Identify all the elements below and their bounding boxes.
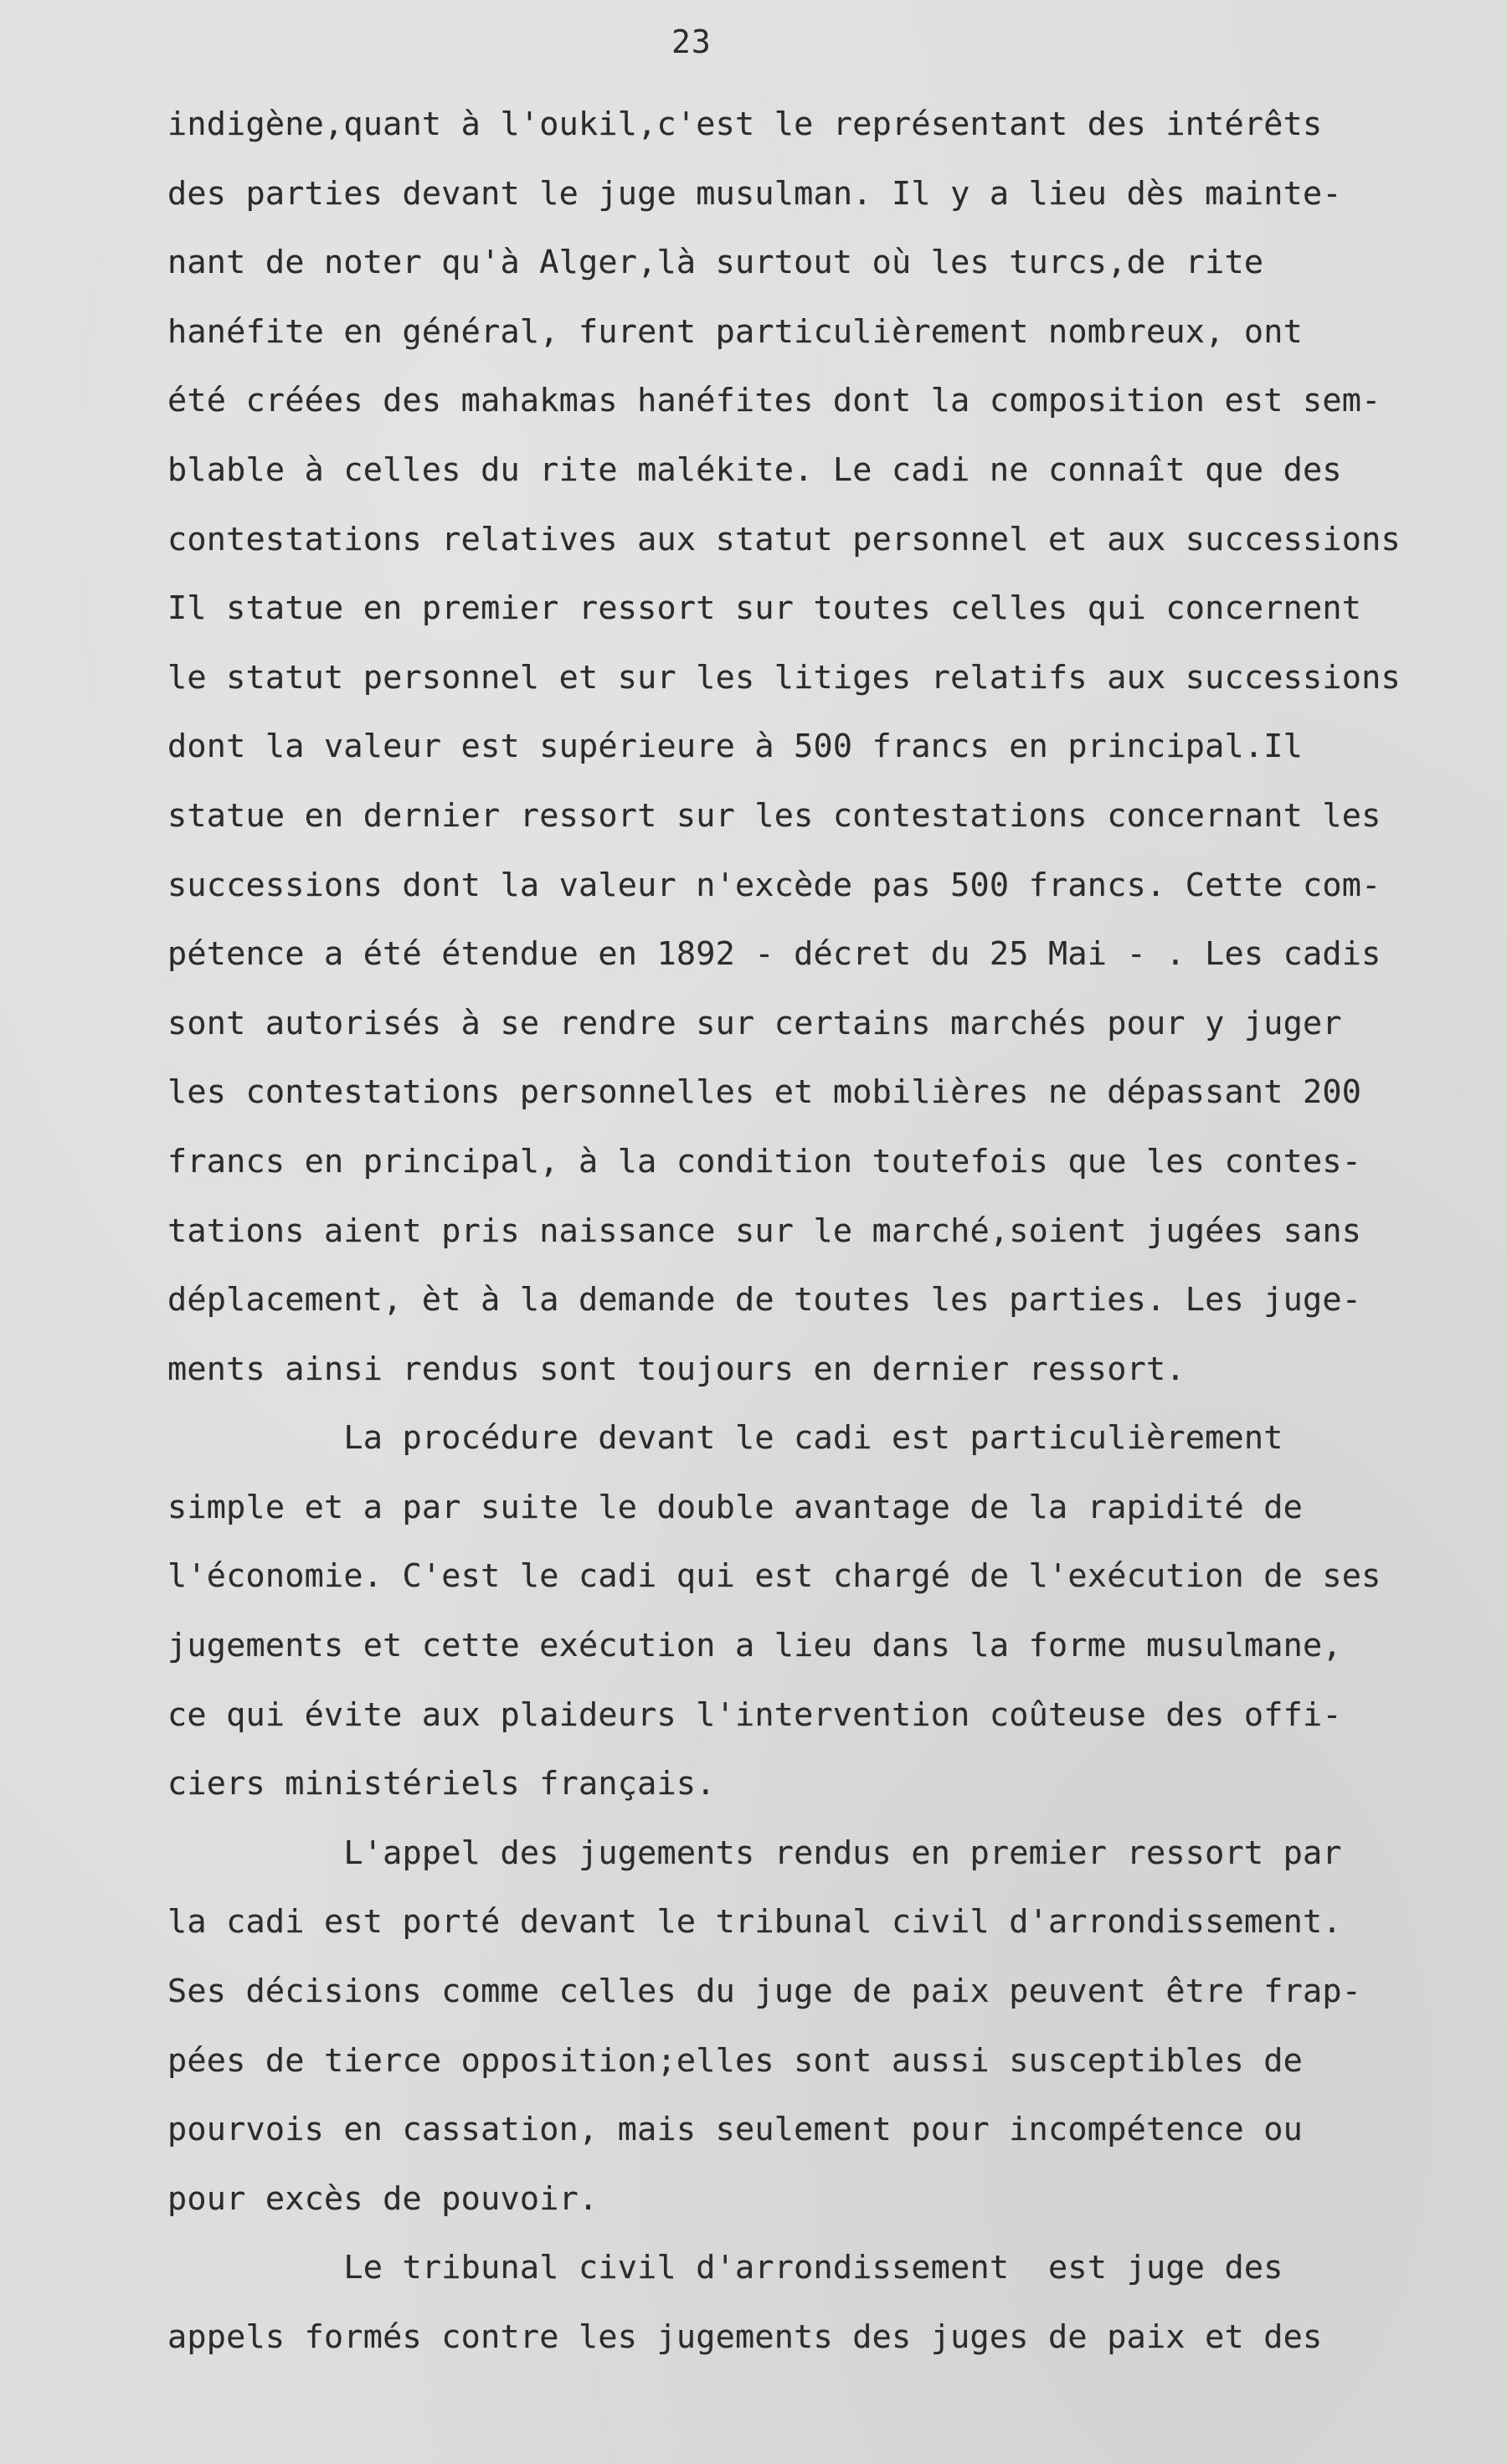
text-line: contestations relatives aux statut personnel et aux successions xyxy=(167,520,1401,558)
text-line: jugements et cette exécution a lieu dans la forme musulmane, xyxy=(167,1627,1342,1665)
text-line: pour excès de pouvoir. xyxy=(167,2179,599,2218)
text-line: simple et a par suite le double avantage de la rapidité de xyxy=(167,1488,1303,1526)
text-line: hanéfite en général, furent particulièrement nombreux, ont xyxy=(167,312,1303,351)
body-text xyxy=(167,90,1499,2373)
text-line: l'économie. C'est le cadi qui est chargé de l'exécution de ses xyxy=(167,1557,1381,1596)
text-line: Il statue en premier ressort sur toutes celles qui concernent xyxy=(167,589,1362,628)
text-line: statue en dernier ressort sur les contestations concernant les xyxy=(167,796,1381,835)
text-line: pétence a été étendue en 1892 - décret du 25 Mai - . Les cadis xyxy=(167,935,1381,974)
text-line: francs en principal, à la condition toutefois que les contes- xyxy=(167,1142,1362,1181)
page-number: 23 xyxy=(671,23,712,60)
text-line: le statut personnel et sur les litiges relatifs aux successions xyxy=(167,658,1401,697)
text-line: Ses décisions comme celles du juge de paix peuvent être frap- xyxy=(167,1973,1362,2011)
text-line: pées de tierce opposition;elles sont aussi susceptibles de xyxy=(167,2041,1303,2080)
text-line: les contestations personnelles et mobilières ne dépassant 200 xyxy=(167,1073,1362,1112)
text-line: indigène,quant à l'oukil,c'est le représentant des intérêts xyxy=(167,105,1323,143)
text-line: appels formés contre les jugements des juges de paix et des xyxy=(167,2318,1323,2356)
text-line: L'appel des jugements rendus en premier ressort par xyxy=(167,1834,1342,1872)
text-line: pourvois en cassation, mais seulement pour incompétence ou xyxy=(167,2111,1303,2149)
text-line: déplacement, èt à la demande de toutes les parties. Les juge- xyxy=(167,1281,1362,1319)
text-line: Le tribunal civil d'arrondissement est juge des xyxy=(167,2249,1283,2287)
text-line: successions dont la valeur n'excède pas 500 francs. Cette com- xyxy=(167,866,1381,904)
text-line: la cadi est porté devant le tribunal civil d'arrondissement. xyxy=(167,1903,1342,1942)
text-line: dont la valeur est supérieure à 500 francs en principal.Il xyxy=(167,728,1303,766)
text-line: tations aient pris naissance sur le marché,soient jugées sans xyxy=(167,1211,1362,1250)
text-line: nant de noter qu'à Alger,là surtout où les turcs,de rite xyxy=(167,244,1264,282)
text-line: des parties devant le juge musulman. Il y a lieu dès mainte- xyxy=(167,174,1342,213)
text-line: sont autorisés à se rendre sur certains marchés pour y juger xyxy=(167,1004,1342,1042)
text-line: été créées des mahakmas hanéfites dont la composition est sem- xyxy=(167,382,1381,420)
text-line: ments ainsi rendus sont toujours en dernier ressort. xyxy=(167,1350,1186,1388)
text-line: blable à celles du rite malékite. Le cadi ne connaît que des xyxy=(167,450,1342,489)
text-line: La procédure devant le cadi est particulièrement xyxy=(167,1419,1283,1458)
text-line: ce qui évite aux plaideurs l'intervention coûteuse des offi- xyxy=(167,1695,1342,1734)
text-line: ciers ministériels français. xyxy=(167,1765,716,1803)
